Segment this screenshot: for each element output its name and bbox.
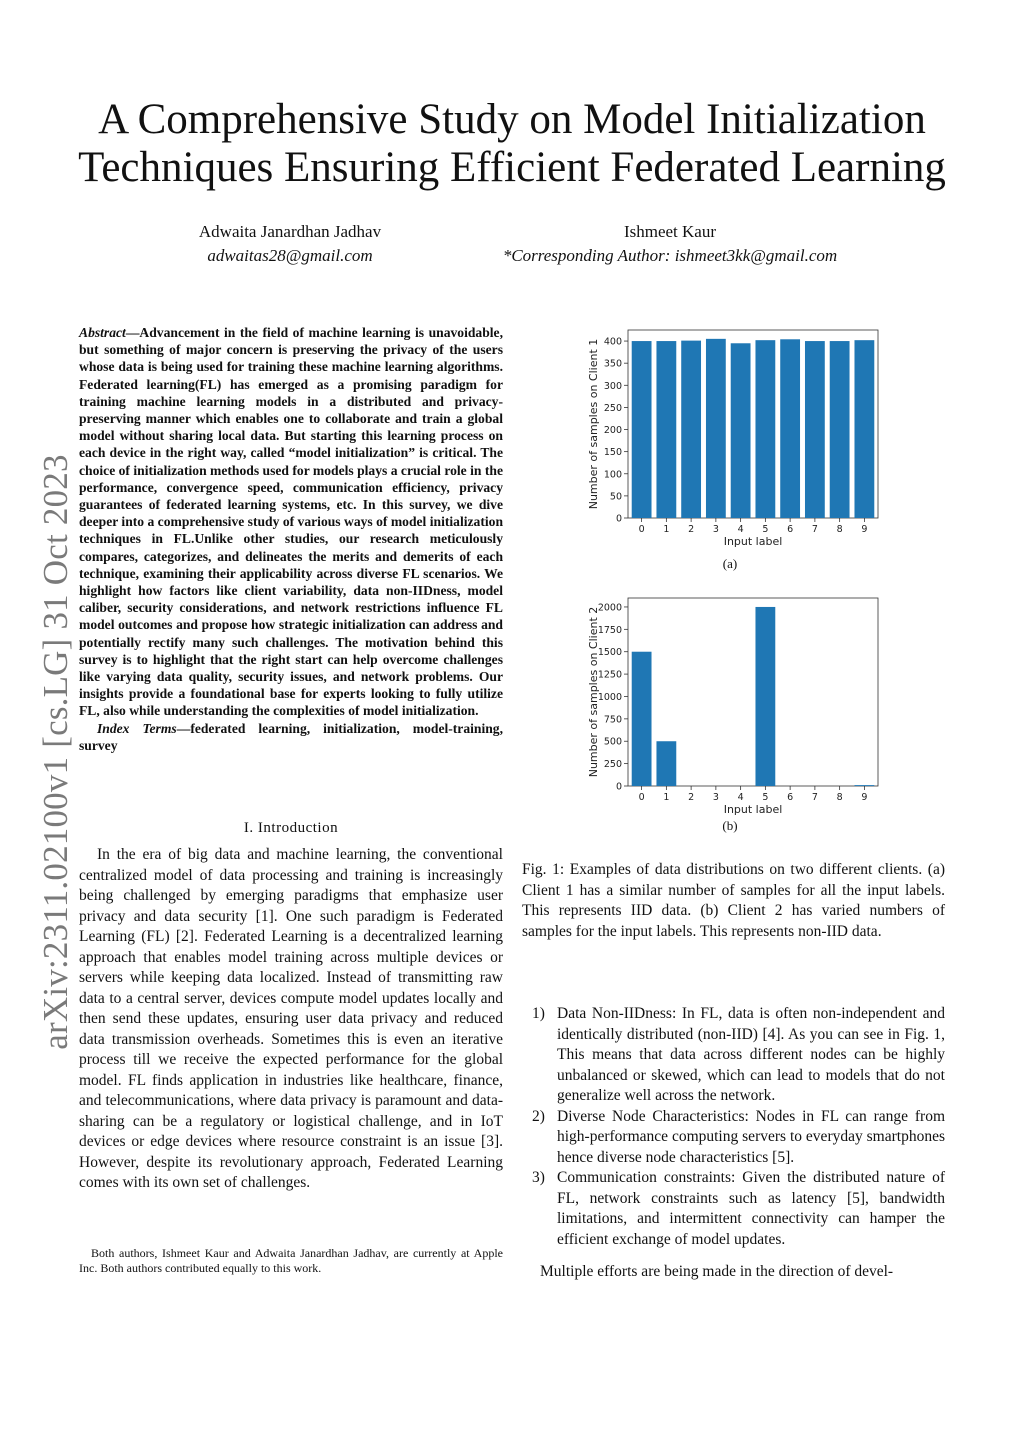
index-terms bbox=[79, 720, 503, 754]
y-axis-label: Number of samples on Client 2 bbox=[587, 606, 600, 778]
y-tick-label: 1000 bbox=[597, 691, 622, 703]
bar bbox=[731, 343, 751, 518]
author-block-2 bbox=[480, 220, 860, 268]
challenges-list bbox=[522, 1004, 945, 1250]
abstract-body: Advancement in the field of machine learning is unavoidable, but something of major concern is preserving the privacy of the users whose data is being used for training these machine learning algorithms. Federated learning(FL) has emerged as a promising paradigm for training machine learning models in a distributed and privacy-preserving manner which enables one to collaborate and train a global model without sharing local data. But starting this learning process on each device in the right way, called “model initialization” is critical. The choice of initialization methods used for models plays a crucial role in the performance, convergence speed, communication efficiency, privacy guarantees of federated learning systems, etc. In this survey, we dive deeper into a comprehensive study of various ways of model initialization techniques in FL.Unlike other studies, our research meticulously compares, categorizes, and delineates the merits and demerits of each technique, examining their applicability across diverse FL scenarios. We highlight how factors like client variability, data non-IIDness, model caliber, security considerations, and network restrictions influence FL model outcomes and propose how strategic initialization can address and potentially rectify many such challenges. The motivation behind this survey is to highlight that the right start can help overcome challenges like varying data quality, security issues, and network problems. Our insights provide a foundational base for experts looking to fully utilize FL, also while understanding the complexities of model initialization. bbox=[79, 325, 503, 719]
list-item-text: Diverse Node Characteristics: Nodes in FL can range from high-performance computing servers to everyday smartphones hence diverse node characteristics [5]. bbox=[557, 1107, 945, 1166]
bar bbox=[706, 339, 726, 518]
x-tick-label: 1 bbox=[663, 792, 670, 803]
y-tick-label: 500 bbox=[603, 736, 622, 748]
x-tick-label: 7 bbox=[811, 792, 818, 803]
y-tick-label: 1500 bbox=[597, 647, 622, 659]
y-tick-label: 300 bbox=[603, 380, 622, 392]
section-heading-text: I. Introduction bbox=[243, 820, 339, 836]
x-axis-label: Input label bbox=[723, 535, 783, 548]
figure-caption-text: Fig. 1: Examples of data distributions on two different clients. (a) Client 1 has a similar number of samples for all the input labels. This represents IID data. (b) Client 2 has varied numbers of samples for the input labels. This represents non-IID data. bbox=[522, 861, 945, 940]
list-item bbox=[522, 1168, 945, 1250]
x-tick-label: 5 bbox=[762, 524, 769, 535]
abstract-lead: Abstract bbox=[79, 325, 126, 340]
abstract-paragraph bbox=[79, 324, 503, 720]
bar bbox=[681, 341, 701, 518]
y-tick-label: 250 bbox=[603, 759, 622, 771]
bar bbox=[656, 741, 676, 786]
author-name: Ishmeet Kaur bbox=[623, 222, 717, 241]
bar bbox=[805, 341, 825, 518]
author-email: adwaitas28@gmail.com bbox=[207, 246, 373, 265]
y-tick-label: 250 bbox=[603, 402, 622, 414]
y-tick-label: 1750 bbox=[597, 624, 622, 636]
paper-title bbox=[40, 96, 984, 192]
bar bbox=[830, 341, 850, 518]
subcaption-b: (b) bbox=[722, 818, 738, 833]
x-tick-label: 3 bbox=[712, 792, 719, 803]
x-tick-label: 5 bbox=[762, 792, 769, 803]
author-name: Adwaita Janardhan Jadhav bbox=[198, 222, 382, 241]
x-tick-label: 9 bbox=[861, 524, 868, 535]
bar bbox=[755, 340, 775, 518]
bar bbox=[780, 339, 800, 518]
list-item-text: Data Non-IIDness: In FL, data is often non-independent and identically distributed (non-IID) [4]. As you can see in Fig. 1, This means that data across different nodes can be highly unbalanced or skewed, which can lead to models that do not generalize well across the network. bbox=[557, 1005, 945, 1104]
title-line-1: A Comprehensive Study on Model Initialization bbox=[98, 96, 926, 143]
x-tick-label: 0 bbox=[638, 792, 645, 803]
chart-client-1 bbox=[582, 322, 882, 552]
closing-paragraph: Multiple efforts are being made in the direction of devel- bbox=[540, 1263, 894, 1280]
list-item-number: 3) bbox=[532, 1169, 545, 1186]
intro-paragraph: In the era of big data and machine learning, the conventional centralized model of data processing and training is increasingly being challenged by emerging paradigms that emphasize user privacy and data security [1]. One such paradigm is Federated Learning (FL) [2]. Federated Learning is a decentralized learning approach that enables model training across multiple devices or servers while keeping data localized. Instead of transmitting raw data to a central server, devices compute model updates locally and then send these updates, ensuring user data privacy and reduced data transmission overheads. Sometimes this is even an iterative process till we receive the expected performance for the global model. FL finds application in industries like healthcare, finance, and telecommunications, where data privacy is paramount and data-sharing can be a regulatory or logistical challenge, and in IoT devices or edge devices where resource constraint is an issue [3]. However, despite its revolutionary approach, Federated Learning comes with its own set of challenges. bbox=[79, 846, 503, 1191]
x-axis-label: Input label bbox=[723, 803, 783, 816]
index-terms-dash: — bbox=[176, 720, 191, 736]
introduction-section bbox=[79, 845, 503, 1194]
bar bbox=[854, 340, 874, 518]
index-terms-body: federated learning, initialization, model-training, survey bbox=[79, 720, 504, 753]
x-tick-label: 8 bbox=[836, 524, 843, 535]
title-line-2: Techniques Ensuring Efficient Federated Learning bbox=[78, 144, 946, 191]
bar bbox=[632, 652, 652, 786]
x-tick-label: 0 bbox=[638, 524, 645, 535]
x-tick-label: 2 bbox=[688, 792, 695, 803]
chart-client-2-svg bbox=[582, 590, 882, 820]
abstract bbox=[79, 324, 503, 754]
y-tick-label: 100 bbox=[603, 469, 622, 481]
footnote-text: Both authors, Ishmeet Kaur and Adwaita Janardhan Jadhav, are currently at Apple Inc. Both authors contributed equally to this work. bbox=[79, 1246, 503, 1275]
abstract-dash: — bbox=[125, 325, 140, 340]
x-tick-label: 6 bbox=[787, 524, 794, 535]
y-tick-label: 750 bbox=[603, 714, 622, 726]
list-item bbox=[522, 1107, 945, 1169]
x-tick-label: 4 bbox=[737, 524, 744, 535]
author-block-1 bbox=[150, 220, 430, 268]
list-item-number: 1) bbox=[532, 1005, 545, 1022]
bar bbox=[854, 785, 874, 786]
list-item-text: Communication constraints: Given the distributed nature of FL, network constraints such as latency [5], bandwidth limitations, and intermittent connectivity can hamper the efficient exchange of model updates. bbox=[557, 1169, 945, 1248]
y-tick-label: 350 bbox=[603, 358, 622, 370]
x-tick-label: 4 bbox=[737, 792, 744, 803]
index-terms-lead: Index Terms bbox=[97, 720, 177, 736]
author-email: *Corresponding Author: ishmeet3kk@gmail.com bbox=[502, 246, 838, 265]
list-item-number: 2) bbox=[532, 1107, 545, 1125]
bar bbox=[656, 341, 676, 518]
x-tick-label: 1 bbox=[663, 524, 670, 535]
arxiv-stamp: arXiv:2311.02100v1 [cs.LG] 31 Oct 2023 bbox=[36, 454, 75, 1050]
footnote bbox=[79, 1246, 503, 1276]
figure-caption bbox=[522, 860, 945, 942]
y-tick-label: 0 bbox=[615, 513, 622, 525]
x-tick-label: 9 bbox=[861, 792, 868, 803]
list-item bbox=[522, 1004, 945, 1107]
y-tick-label: 150 bbox=[603, 447, 622, 459]
y-tick-label: 400 bbox=[603, 336, 622, 348]
y-axis-label: Number of samples on Client 1 bbox=[587, 338, 600, 510]
y-tick-label: 1250 bbox=[597, 669, 622, 681]
y-tick-label: 200 bbox=[603, 425, 622, 437]
x-tick-label: 8 bbox=[836, 792, 843, 803]
chart-client-1-svg bbox=[582, 322, 882, 552]
x-tick-label: 6 bbox=[787, 792, 794, 803]
subcaption-a: (a) bbox=[722, 556, 738, 571]
y-tick-label: 0 bbox=[615, 781, 622, 793]
chart-client-2 bbox=[582, 590, 882, 820]
bar bbox=[632, 341, 652, 518]
x-tick-label: 2 bbox=[688, 524, 695, 535]
section-heading-introduction bbox=[79, 820, 503, 837]
y-tick-label: 2000 bbox=[597, 602, 622, 614]
bar bbox=[755, 607, 775, 786]
x-tick-label: 3 bbox=[712, 524, 719, 535]
y-tick-label: 50 bbox=[609, 491, 622, 503]
x-tick-label: 7 bbox=[811, 524, 818, 535]
